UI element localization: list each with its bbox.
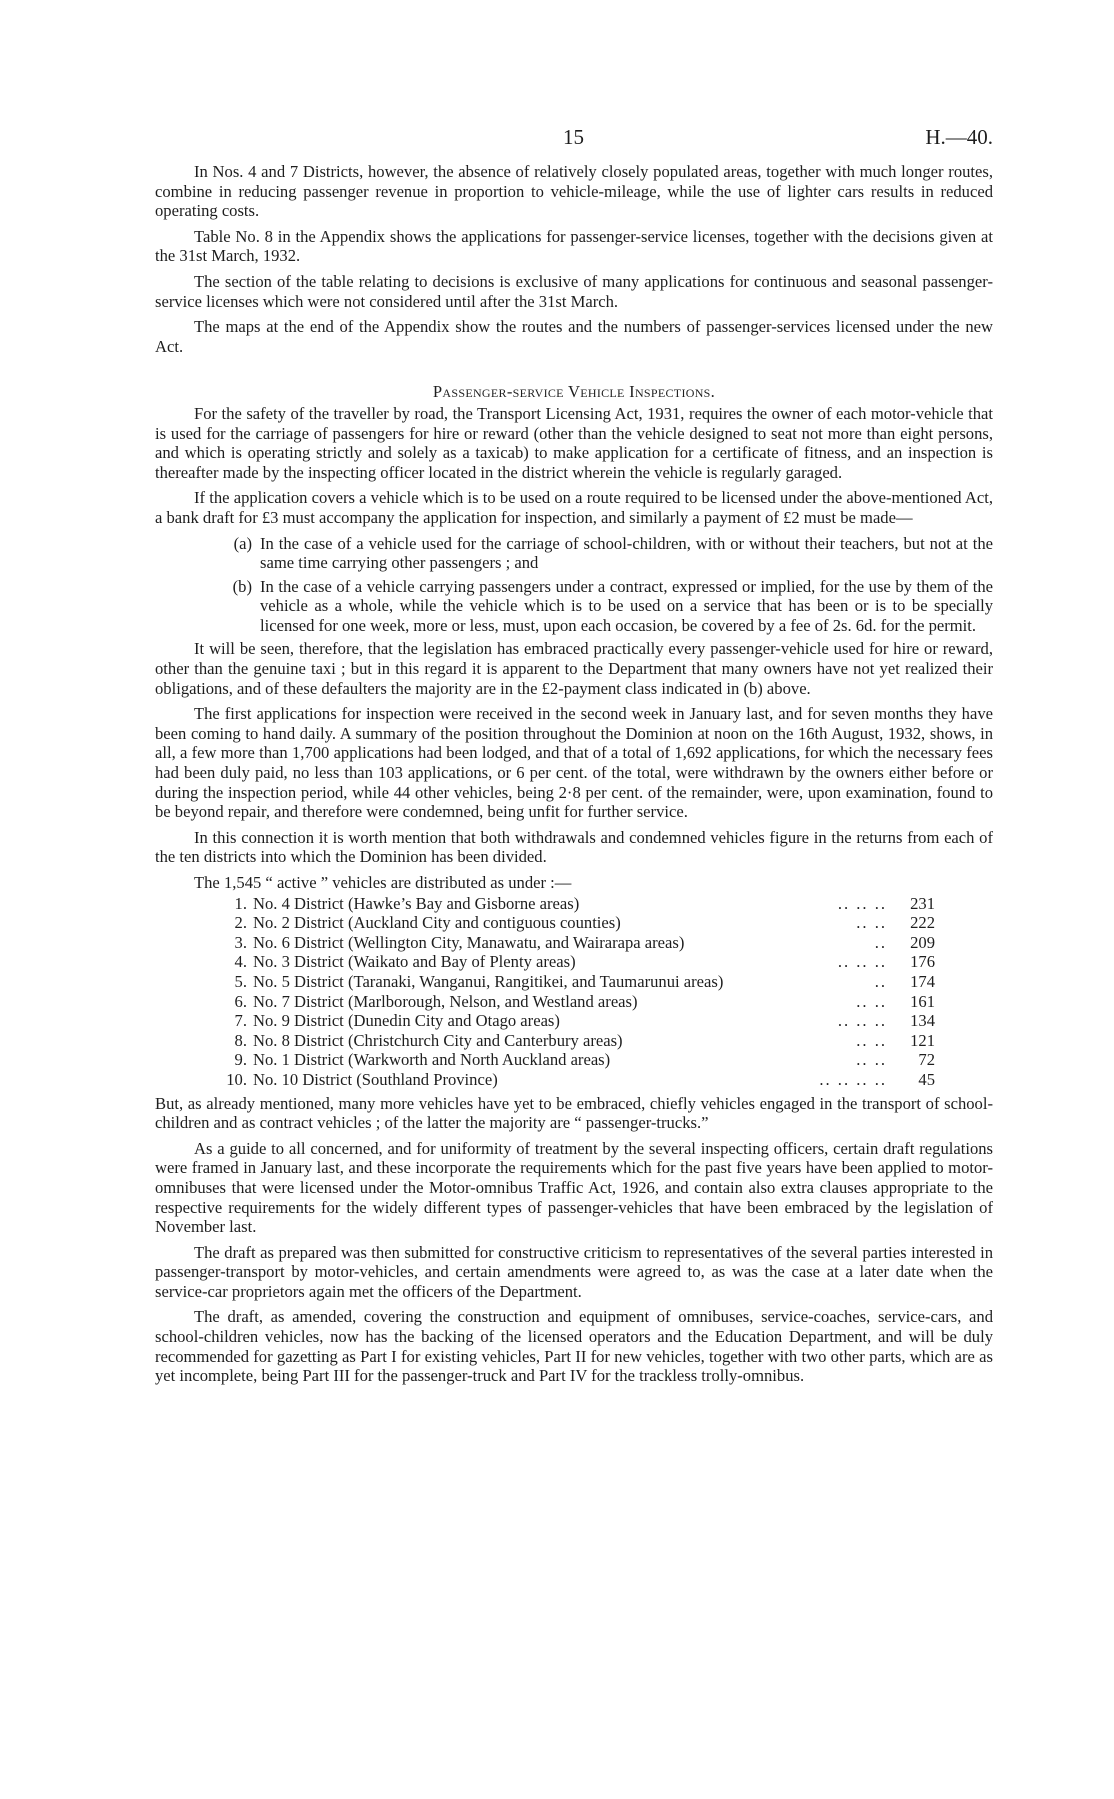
table-row xyxy=(213,913,935,933)
row-number: 5. xyxy=(234,971,247,991)
district-name: No. 2 District (Auckland City and contiguous counties) xyxy=(253,913,621,933)
table-row xyxy=(213,1031,935,1051)
table-row xyxy=(213,952,935,972)
clause-b xyxy=(155,577,993,636)
row-number: 1. xyxy=(234,893,247,913)
section-heading: Passenger-service Vehicle Inspections. xyxy=(432,382,716,402)
row-number: 8. xyxy=(234,1030,247,1050)
clause-letter: (b) xyxy=(232,576,252,596)
table-row xyxy=(213,933,935,953)
district-name: No. 8 District (Christchurch City and Canterbury areas) xyxy=(253,1030,623,1050)
paragraph: Table No. 8 in the Appendix shows the applications for passenger-service licenses, together with the decisions given at the 31st March, 1932. xyxy=(155,226,993,266)
vehicle-count: 121 xyxy=(910,1030,935,1050)
document-page xyxy=(155,125,993,1392)
clause-text: In the case of a vehicle carrying passengers under a contract, expressed or implied, for the use by them of the vehicle as a whole, while the vehicle which is to be used on a service that has been or is to be specially licensed for one week, more or less, must, upon each occasion, be covered by a fee of 2s. 6d. for the permit. xyxy=(260,576,993,635)
paragraph: In this connection it is worth mention that both withdrawals and condemned vehicles figure in the returns from each of the ten districts into which the Dominion has been divided. xyxy=(155,827,993,867)
leader-dots: .. .. xyxy=(856,1030,887,1050)
district-name: No. 10 District (Southland Province) xyxy=(253,1069,498,1089)
district-name: No. 3 District (Waikato and Bay of Plenty areas) xyxy=(253,952,576,972)
leader-dots: .. .. .. xyxy=(837,952,887,972)
leader-dots: .. xyxy=(874,971,887,991)
paragraph: The draft as prepared was then submitted for constructive criticism to representatives of the several parties interested in passenger-transport by motor-vehicles, and certain amendments were agreed to, as was the case at a later date when the service-car proprietors again met the officers of the Department. xyxy=(155,1242,993,1301)
district-name: No. 9 District (Dunedin City and Otago areas) xyxy=(253,1011,560,1031)
table-row xyxy=(213,1050,935,1070)
district-name: No. 5 District (Taranaki, Wanganui, Rangitikei, and Taumarunui areas) xyxy=(253,971,724,991)
leader-dots: .. .. xyxy=(856,1050,887,1070)
vehicle-count: 231 xyxy=(910,893,935,913)
paragraph: As a guide to all concerned, and for uniformity of treatment by the several inspecting officers, certain draft regulations were framed in January last, and these incorporate the requirements which for the past five years have been applied to motor-omnibuses that were licensed under the Motor-omnibus Traffic Act, 1926, and contain also extra clauses appropriate to the respective requirements for the widely different types of passenger-vehicles that have been embraced by the legislation of November last. xyxy=(155,1138,993,1237)
leader-dots: .. .. .. xyxy=(837,893,887,913)
district-name: No. 6 District (Wellington City, Manawatu, and Wairarapa areas) xyxy=(253,932,685,952)
vehicle-count: 176 xyxy=(910,952,935,972)
paragraph: If the application covers a vehicle which is to be used on a route required to be licensed under the above-mentioned Act, a bank draft for £3 must accompany the application for inspection, and similarly a payment of £2 must be made— xyxy=(155,488,993,527)
vehicle-count: 161 xyxy=(910,991,935,1011)
clause-letter: (a) xyxy=(233,533,252,553)
leader-dots: .. xyxy=(874,932,887,952)
district-distribution-table xyxy=(213,894,935,1090)
vehicle-count: 134 xyxy=(910,1011,935,1031)
leader-dots: .. .. .. .. xyxy=(819,1069,887,1089)
paragraph: For the safety of the traveller by road, the Transport Licensing Act, 1931, requires the owner of each motor-vehicle that is used for the carriage of passengers for hire or reward (other than the vehicle designed to seat not more than eight persons, and which is operating strictly and solely as a taxicab) to make application for a certificate of fitness, and an inspection is thereafter made by the inspecting officer located in the district wherein the vehicle is regularly garaged. xyxy=(155,403,993,482)
clause-text: In the case of a vehicle used for the carriage of school-children, with or without their teachers, but not at the same time carrying other passengers ; and xyxy=(260,533,993,573)
vehicle-count: 174 xyxy=(910,971,935,991)
vehicle-count: 72 xyxy=(918,1050,935,1070)
table-row xyxy=(213,1011,935,1031)
paragraph: The section of the table relating to decisions is exclusive of many applications for continuous and seasonal passenger-service licenses which were not considered until after the 31st March. xyxy=(155,271,993,311)
district-name: No. 4 District (Hawke’s Bay and Gisborne areas) xyxy=(253,893,580,913)
leader-dots: .. .. xyxy=(856,913,887,933)
row-number: 7. xyxy=(234,1011,247,1031)
paragraph: The maps at the end of the Appendix show the routes and the numbers of passenger-services licensed under the new Act. xyxy=(155,317,993,356)
district-name: No. 1 District (Warkworth and North Auckland areas) xyxy=(253,1050,611,1070)
vehicle-count: 45 xyxy=(918,1069,935,1089)
paragraph: The 1,545 “ active ” vehicles are distributed as under :— xyxy=(194,873,572,892)
document-reference: H.—40. xyxy=(925,125,993,149)
paragraph: In Nos. 4 and 7 Districts, however, the absence of relatively closely populated areas, together with much longer routes, combine in reducing passenger revenue in proportion to vehicle-mileage, while the use of lighter cars results in reduced operating costs. xyxy=(155,162,993,221)
intro-section xyxy=(155,162,993,356)
paragraph: It will be seen, therefore, that the legislation has embraced practically every passenger-vehicle used for hire or reward, other than the genuine taxi ; but in this regard it is apparent to the Department that many owners have not yet realized their obligations, and of these defaulters the majority are in the £2-payment class indicated in (b) above. xyxy=(155,639,993,698)
paragraph: The draft, as amended, covering the construction and equipment of omnibuses, service-coaches, service-cars, and school-children vehicles, now has the backing of the licensed operators and the Education Department, and will be duly recommended for gazetting as Part I for existing vehicles, Part II for new vehicles, together with two other parts, which are as yet incomplete, being Part III for the passenger-truck and Part IV for the trackless trolly-omnibus. xyxy=(155,1307,993,1386)
paragraph: But, as already mentioned, many more vehicles have yet to be embraced, chiefly vehicles engaged in the transport of school-children and as contract vehicles ; of the latter the majority are “ passenger-trucks.” xyxy=(155,1093,993,1133)
row-number: 3. xyxy=(234,932,247,952)
row-number: 6. xyxy=(234,991,247,1011)
page-number: 15 xyxy=(563,125,584,149)
row-number: 4. xyxy=(234,952,247,972)
inspections-section xyxy=(155,404,993,1386)
row-number: 9. xyxy=(234,1050,247,1070)
page-header xyxy=(155,125,993,162)
leader-dots: .. .. xyxy=(856,991,887,1011)
table-row xyxy=(213,894,935,914)
leader-dots: .. .. .. xyxy=(837,1011,887,1031)
row-number: 2. xyxy=(234,913,247,933)
clause-a xyxy=(155,534,993,573)
district-name: No. 7 District (Marlborough, Nelson, and Westland areas) xyxy=(253,991,638,1011)
table-row xyxy=(213,992,935,1012)
paragraph: The first applications for inspection were received in the second week in January last, and for seven months they have been coming to hand daily. A summary of the position throughout the Dominion at noon on the 16th August, 1932, shows, in all, a few more than 1,700 applications had been lodged, and that of a total of 1,692 applications, for which the necessary fees had been duly paid, no less than 103 applications, or 6 per cent. of the total, were withdrawn by the owners either before or during the inspection period, while 44 other vehicles, being 2·8 per cent. of the remainder, were, upon examination, found to be beyond repair, and therefore were condemned, being unfit for further service. xyxy=(155,704,993,822)
vehicle-count: 222 xyxy=(910,913,935,933)
table-row xyxy=(213,972,935,992)
vehicle-count: 209 xyxy=(910,932,935,952)
table-row xyxy=(213,1070,935,1090)
row-number: 10. xyxy=(226,1069,247,1089)
